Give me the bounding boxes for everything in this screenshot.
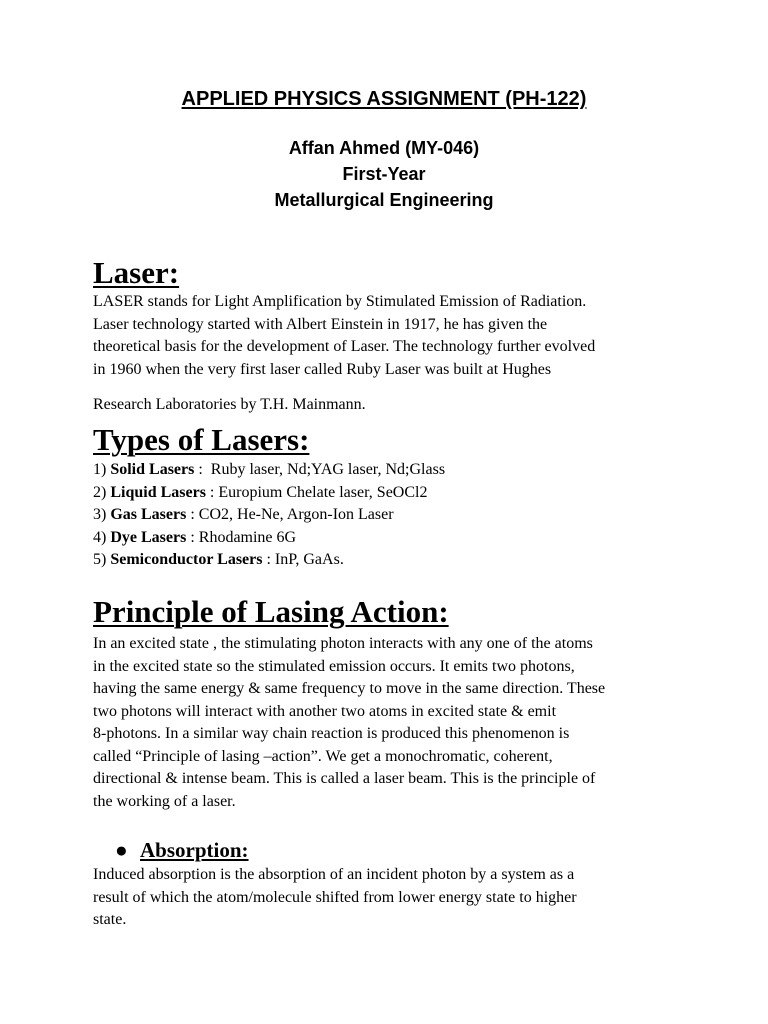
item-description: Rhodamine 6G	[198, 528, 297, 546]
paragraph-line: the working of a laser.	[93, 792, 236, 810]
paragraph-line: 8-photons. In a similar way chain reaction is produced this phenomenon is	[93, 725, 570, 742]
author-name: Affan Ahmed (MY-046)	[288, 138, 480, 158]
item-name: Liquid Lasers	[110, 483, 206, 501]
item-number: 1)	[93, 461, 107, 478]
types-heading: Types of Lasers:	[93, 422, 310, 457]
laser-paragraph	[93, 291, 693, 381]
item-description: Europium Chelate laser, SeOCl2	[218, 483, 428, 501]
principle-paragraph	[93, 633, 693, 813]
document-title: APPLIED PHYSICS ASSIGNMENT (PH-122)	[181, 88, 587, 110]
item-number: 4)	[93, 528, 107, 546]
paragraph-line: Research Laboratories by T.H. Mainmann.	[93, 396, 366, 413]
laser-heading: Laser:	[93, 255, 180, 290]
list-item	[93, 527, 693, 550]
paragraph-line: two photons will interact with another two atoms in excited state & emit	[93, 702, 557, 720]
paragraph-line: having the same energy & same frequency to move in the same direction. These	[93, 680, 606, 697]
item-number: 3)	[93, 506, 107, 524]
item-description: CO2, He-Ne, Argon-Ion Laser	[198, 506, 394, 524]
paragraph-line: state.	[93, 911, 127, 928]
list-item	[93, 504, 693, 527]
author-year: First-Year	[342, 164, 426, 184]
absorption-paragraph	[93, 864, 693, 932]
item-name: Semiconductor Lasers	[110, 551, 263, 569]
paragraph-line: In an excited state , the stimulating photon interacts with any one of the atoms	[93, 635, 593, 652]
list-item	[93, 482, 693, 505]
list-item	[93, 459, 693, 482]
item-name: Gas Lasers	[110, 506, 187, 524]
author-department: Metallurgical Engineering	[274, 190, 494, 210]
paragraph-line: theoretical basis for the development of Laser. The technology further evolved	[93, 338, 596, 355]
types-list	[93, 459, 693, 572]
item-description: Ruby laser, Nd;YAG laser, Nd;Glass	[210, 461, 446, 478]
item-separator: :	[262, 551, 275, 569]
bullet-icon: ●	[115, 838, 128, 862]
list-item	[93, 549, 693, 572]
absorption-heading	[115, 836, 249, 864]
item-separator: :	[205, 483, 219, 501]
item-number: 2)	[93, 483, 107, 501]
paragraph-line: LASER stands for Light Amplification by Stimulated Emission of Radiation.	[93, 293, 587, 310]
item-separator: :	[186, 506, 199, 524]
laser-paragraph-continued	[93, 394, 693, 417]
item-name: Solid Lasers	[110, 461, 195, 478]
paragraph-line: Laser technology started with Albert Einstein in 1917, he has given the	[93, 315, 548, 333]
absorption-label: Absorption:	[140, 838, 249, 862]
paragraph-line: Induced absorption is the absorption of an incident photon by a system as a	[93, 866, 575, 883]
paragraph-line: in the excited state so the stimulated emission occurs. It emits two photons,	[93, 657, 575, 675]
item-separator: :	[186, 528, 199, 546]
item-separator: :	[194, 461, 211, 478]
item-description: InP, GaAs.	[274, 551, 344, 569]
item-name: Dye Lasers	[110, 528, 187, 546]
paragraph-line: called “Principle of lasing –action”. We get a monochromatic, coherent,	[93, 747, 553, 765]
principle-heading: Principle of Lasing Action:	[93, 594, 449, 629]
author-block	[0, 135, 768, 213]
paragraph-line: in 1960 when the very first laser called Ruby Laser was built at Hughes	[93, 360, 552, 378]
paragraph-line: result of which the atom/molecule shifted from lower energy state to higher	[93, 888, 577, 906]
paragraph-line: directional & intense beam. This is called a laser beam. This is the principle of	[93, 770, 596, 787]
item-number: 5)	[93, 551, 107, 569]
